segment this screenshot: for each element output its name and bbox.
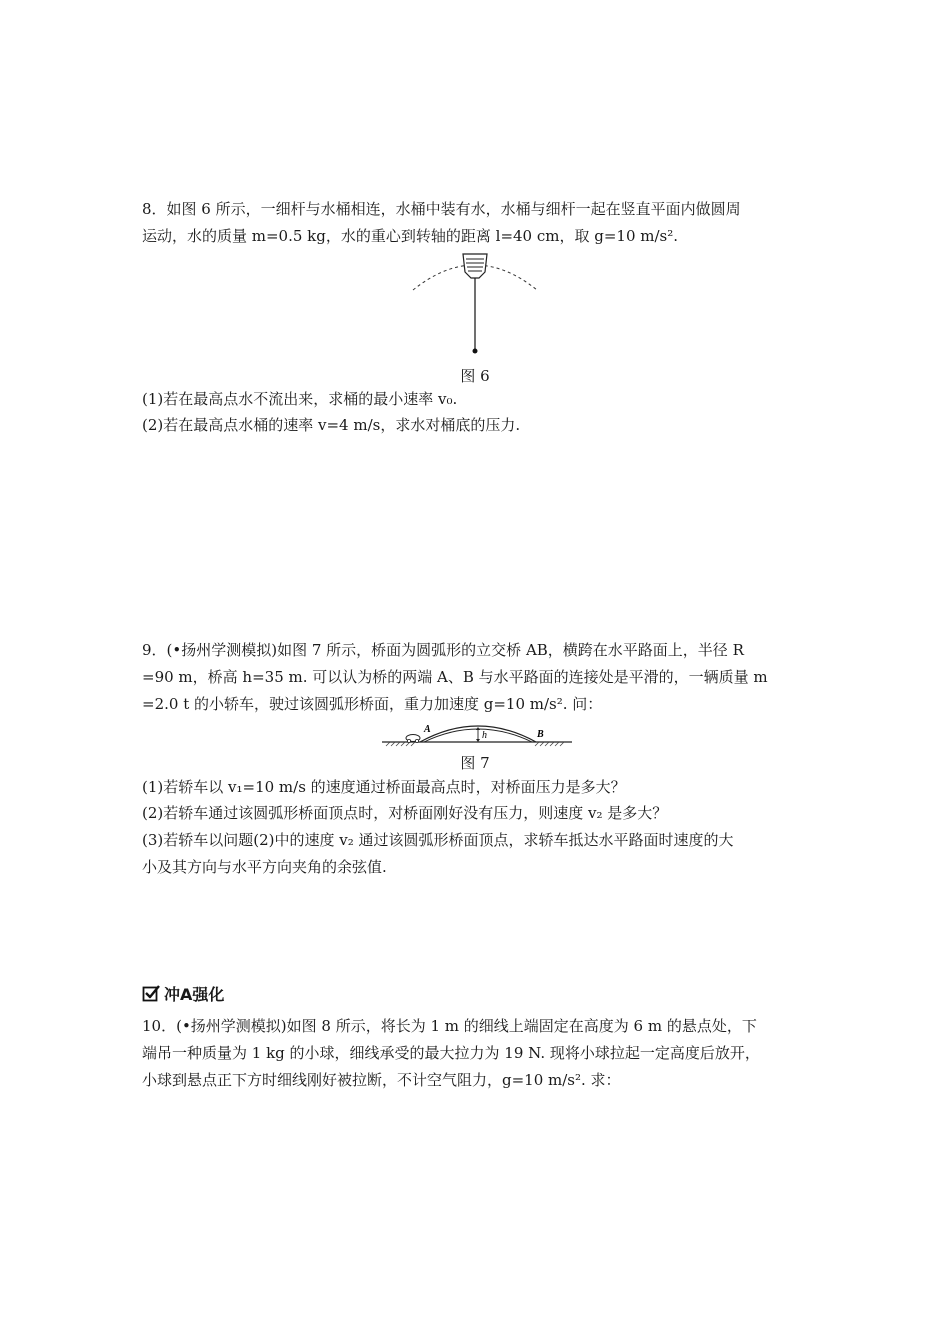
q8-sub-1: (1)若在最高点水不流出来，求桶的最小速率 v₀.: [142, 390, 458, 408]
label-h: h: [482, 730, 487, 741]
section-header: [142, 982, 224, 1004]
figure-7-caption: 图 7: [460, 754, 490, 772]
car-icon: [406, 735, 420, 743]
q9-line-2: =90 m，桥高 h=35 m. 可以认为桥的两端 A、B 与水平路面的连接处是平滑的，一辆质量 m: [142, 668, 768, 686]
q9-line-3: =2.0 t 的小轿车，驶过该圆弧形桥面，重力加速度 g=10 m/s². 问：: [142, 695, 603, 713]
label-b: B: [537, 729, 544, 740]
pivot-dot: [473, 349, 478, 354]
label-a: A: [424, 724, 431, 735]
figure-7-bridge-diagram: [380, 718, 576, 748]
section-title: 冲A强化: [164, 984, 225, 1004]
q9-line-1: 9．(•扬州学测模拟)如图 7 所示，桥面为圆弧形的立交桥 AB，横跨在水平路面上，半径 R: [142, 641, 744, 659]
q8-sub-2: (2)若在最高点水桶的速率 v=4 m/s，求水对桶底的压力.: [142, 416, 521, 434]
q8-line-2: 运动，水的质量 m=0.5 kg，水的重心到转轴的距离 l=40 cm，取 g=10 m/s².: [142, 227, 679, 245]
q9-sub-3b: 小及其方向与水平方向夹角的余弦值.: [142, 858, 387, 876]
bucket-icon: [463, 254, 487, 278]
figure-6-bucket-diagram: [405, 248, 545, 358]
q8-line-1: 8．如图 6 所示，一细杆与水桶相连，水桶中装有水，水桶与细杆一起在竖直平面内做圆周: [142, 200, 741, 218]
q9-sub-1: (1)若轿车以 v₁=10 m/s 的速度通过桥面最高点时，对桥面压力是多大？: [142, 778, 626, 796]
figure-6-caption: 图 6: [460, 367, 490, 385]
q10-line-2: 端吊一种质量为 1 kg 的小球，细线承受的最大拉力为 19 N. 现将小球拉起一定高度后放开，: [142, 1044, 760, 1062]
q9-sub-3a: (3)若轿车以问题(2)中的速度 v₂ 通过该圆弧形桥面顶点，求轿车抵达水平路面时速度的大: [142, 831, 734, 849]
q10-line-3: 小球到悬点正下方时细线刚好被拉断，不计空气阻力，g=10 m/s². 求：: [142, 1071, 621, 1089]
checkbox-check-icon: [142, 984, 160, 1002]
q9-sub-2: (2)若轿车通过该圆弧形桥面顶点时，对桥面刚好没有压力，则速度 v₂ 是多大？: [142, 804, 668, 822]
q10-line-1: 10．(•扬州学测模拟)如图 8 所示，将长为 1 m 的细线上端固定在高度为 6 m 的悬点处，下: [142, 1017, 757, 1035]
